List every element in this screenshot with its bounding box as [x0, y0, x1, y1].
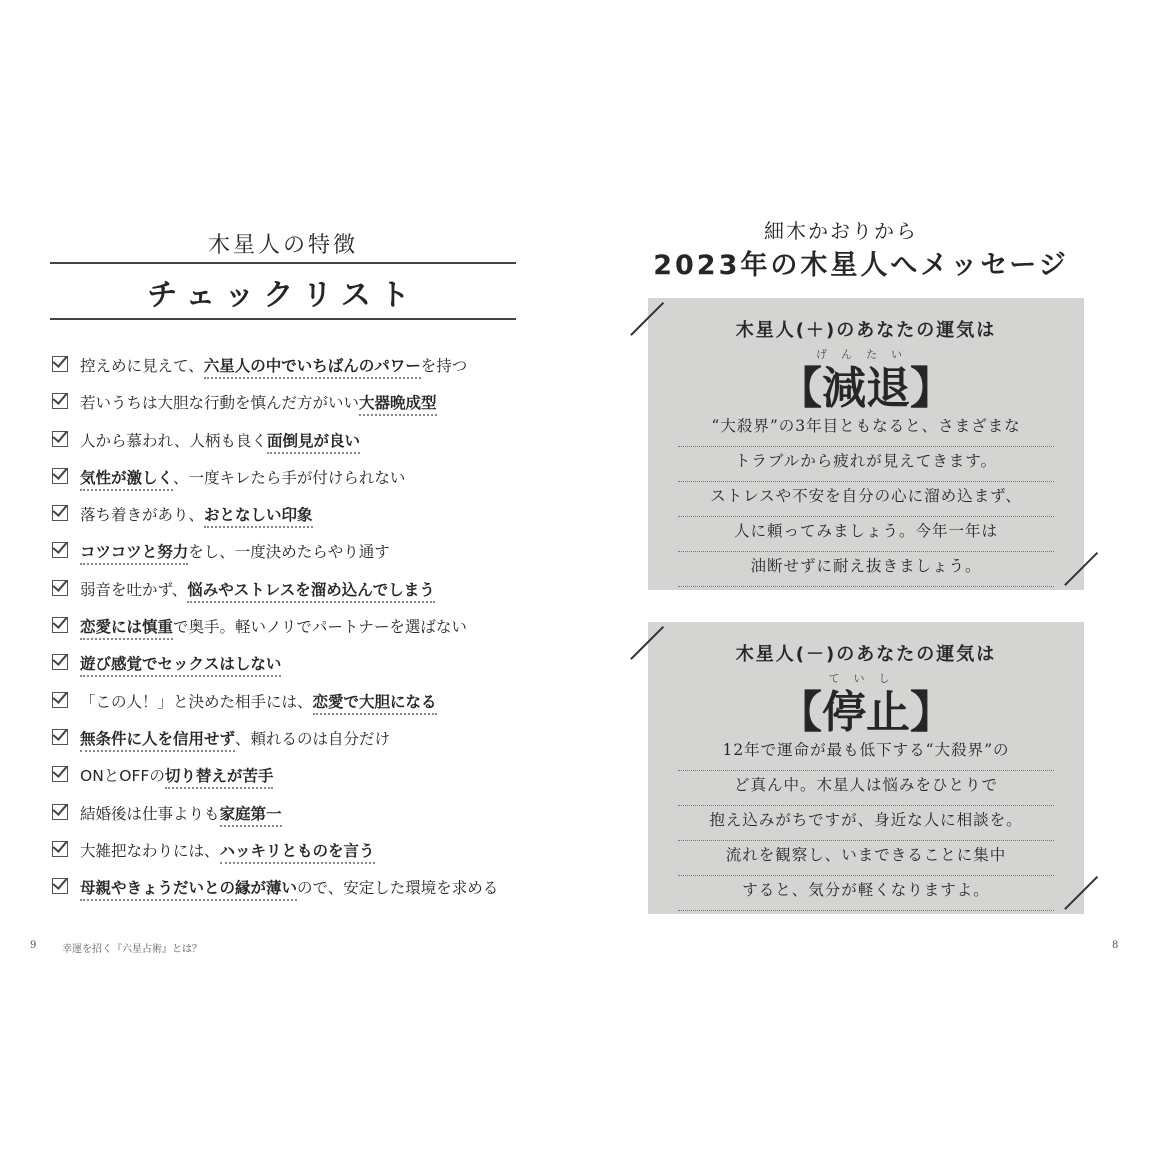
item-highlight: コツコツと努力 — [80, 540, 188, 565]
checkbox-checked-icon — [52, 542, 68, 558]
checklist-item — [52, 802, 522, 839]
checklist-item — [52, 652, 522, 689]
message-lines — [678, 412, 1054, 587]
item-highlight: 無条件に人を信用せず — [80, 727, 235, 752]
checkbox-checked-icon — [52, 692, 68, 708]
checklist-subtitle: 木星人の特徴 — [207, 233, 358, 258]
page-number-right: 8 — [1112, 940, 1119, 951]
item-highlight: 恋愛で大胆になる — [313, 690, 437, 715]
title-rule-bottom — [50, 318, 516, 320]
message-line: 抱え込みがちですが、身近な人に相談を。 — [678, 806, 1054, 841]
checklist-item — [52, 764, 522, 801]
checklist-item — [52, 839, 522, 876]
item-pre: 結婚後は仕事よりも — [80, 804, 220, 823]
message-line: ど真ん中。木星人は悩みをひとりで — [678, 771, 1054, 806]
fortune-keyword: 【減退】 — [778, 363, 954, 414]
checkbox-checked-icon — [52, 356, 68, 372]
message-line: すると、気分が軽くなりますよ。 — [678, 876, 1054, 911]
panel-heading: 木星人(＋)のあなたの運気は — [735, 320, 997, 341]
message-line: 油断せずに耐え抜きましょう。 — [678, 552, 1054, 587]
item-highlight: 家庭第一 — [220, 802, 282, 827]
checkbox-checked-icon — [52, 654, 68, 670]
item-highlight: 面倒見が良い — [267, 429, 360, 454]
checkbox-checked-icon — [52, 431, 68, 447]
item-post: 、一度キレたら手が付けられない — [173, 468, 406, 487]
checkbox-checked-icon — [52, 468, 68, 484]
message-line: トラブルから疲れが見えてきます。 — [678, 447, 1054, 482]
item-post: 、頼れるのは自分だけ — [235, 729, 391, 748]
checkbox-checked-icon — [52, 766, 68, 782]
checklist-item — [52, 354, 522, 391]
corner-deco-bottom-right — [1064, 552, 1098, 586]
fortune-panel-minus — [648, 622, 1084, 914]
running-header-text: 幸運を招く『六星占術』とは？ — [62, 944, 202, 955]
checklist-item — [52, 466, 522, 503]
message-line: 12年で運命が最も低下する“大殺界”の — [678, 736, 1054, 771]
message-line: “大殺界”の3年目ともなると、さまざまな — [678, 412, 1054, 447]
item-highlight: ハッキリとものを言う — [220, 839, 375, 864]
panel-heading: 木星人(－)のあなたの運気は — [735, 644, 997, 665]
title-rule-top — [50, 262, 516, 264]
checklist-item — [52, 391, 522, 428]
item-post: ので、安定した環境を求める — [297, 879, 499, 898]
item-highlight: 六星人の中でいちばんのパワー — [204, 354, 421, 379]
message-author: 細木かおりから — [764, 219, 918, 243]
item-pre: 「この人！」と決めた相手には、 — [80, 692, 313, 711]
item-pre: 若いうちは大胆な行動を慎んだ方がいい — [80, 394, 360, 413]
item-post: を持つ — [420, 357, 468, 375]
message-line: 人に頼ってみましょう。今年一年は — [678, 517, 1054, 552]
checkbox-checked-icon — [52, 505, 68, 521]
checkbox-checked-icon — [52, 617, 68, 633]
item-highlight: 気性が激しく — [80, 466, 173, 491]
fortune-panel-plus — [648, 298, 1084, 590]
checklist-item — [52, 540, 522, 577]
checklist-item — [52, 690, 522, 727]
item-highlight: 恋愛には慎重 — [80, 615, 173, 640]
message-line: 流れを観察し、いまできることに集中 — [678, 841, 1054, 876]
checklist-item — [52, 615, 522, 652]
item-pre: 落ち着きがあり、 — [80, 506, 205, 525]
item-highlight: 切り替えが苦手 — [165, 764, 274, 789]
checkbox-checked-icon — [52, 804, 68, 820]
page-number-left: 9 — [30, 940, 37, 951]
furigana: げんたい — [816, 348, 916, 361]
checklist-item — [52, 727, 522, 764]
fortune-keyword: 【停止】 — [778, 687, 954, 738]
checklist-item — [52, 503, 522, 540]
checkbox-checked-icon — [52, 393, 68, 409]
item-highlight: 遊び感覚でセックスはしない — [80, 652, 281, 677]
furigana: ていし — [828, 672, 904, 685]
item-pre: 人から慕われ、人柄も良く — [80, 431, 267, 450]
checkbox-checked-icon — [52, 580, 68, 596]
item-pre: 控えめに見えて、 — [80, 357, 204, 375]
checkbox-checked-icon — [52, 841, 68, 857]
message-title: 2023年の木星人へメッセージ — [653, 250, 1069, 281]
item-post: をし、一度決めたらやり通す — [188, 543, 390, 562]
checkbox-checked-icon — [52, 878, 68, 894]
item-post: で奥手。軽いノリでパートナーを選ばない — [173, 618, 467, 637]
checklist-item — [52, 578, 522, 615]
checklist-title: チェックリスト — [147, 278, 419, 313]
item-pre: 大雑把なわりには、 — [80, 841, 220, 860]
item-highlight: 母親やきょうだいとの縁が薄い — [80, 876, 297, 901]
item-highlight: 大器晩成型 — [359, 391, 437, 416]
checkbox-checked-icon — [52, 729, 68, 745]
item-pre: 弱音を吐かず、 — [80, 580, 188, 599]
corner-deco-bottom-right — [1064, 876, 1098, 910]
item-highlight: おとなしい印象 — [204, 503, 313, 528]
checklist-item — [52, 876, 522, 913]
item-pre: ONとOFFの — [80, 767, 165, 786]
message-lines — [678, 736, 1054, 911]
trait-checklist — [52, 354, 522, 913]
message-line: ストレスや不安を自分の心に溜め込まず、 — [678, 482, 1054, 517]
checklist-item — [52, 429, 522, 466]
item-highlight: 悩みやストレスを溜め込んでしまう — [187, 578, 435, 603]
